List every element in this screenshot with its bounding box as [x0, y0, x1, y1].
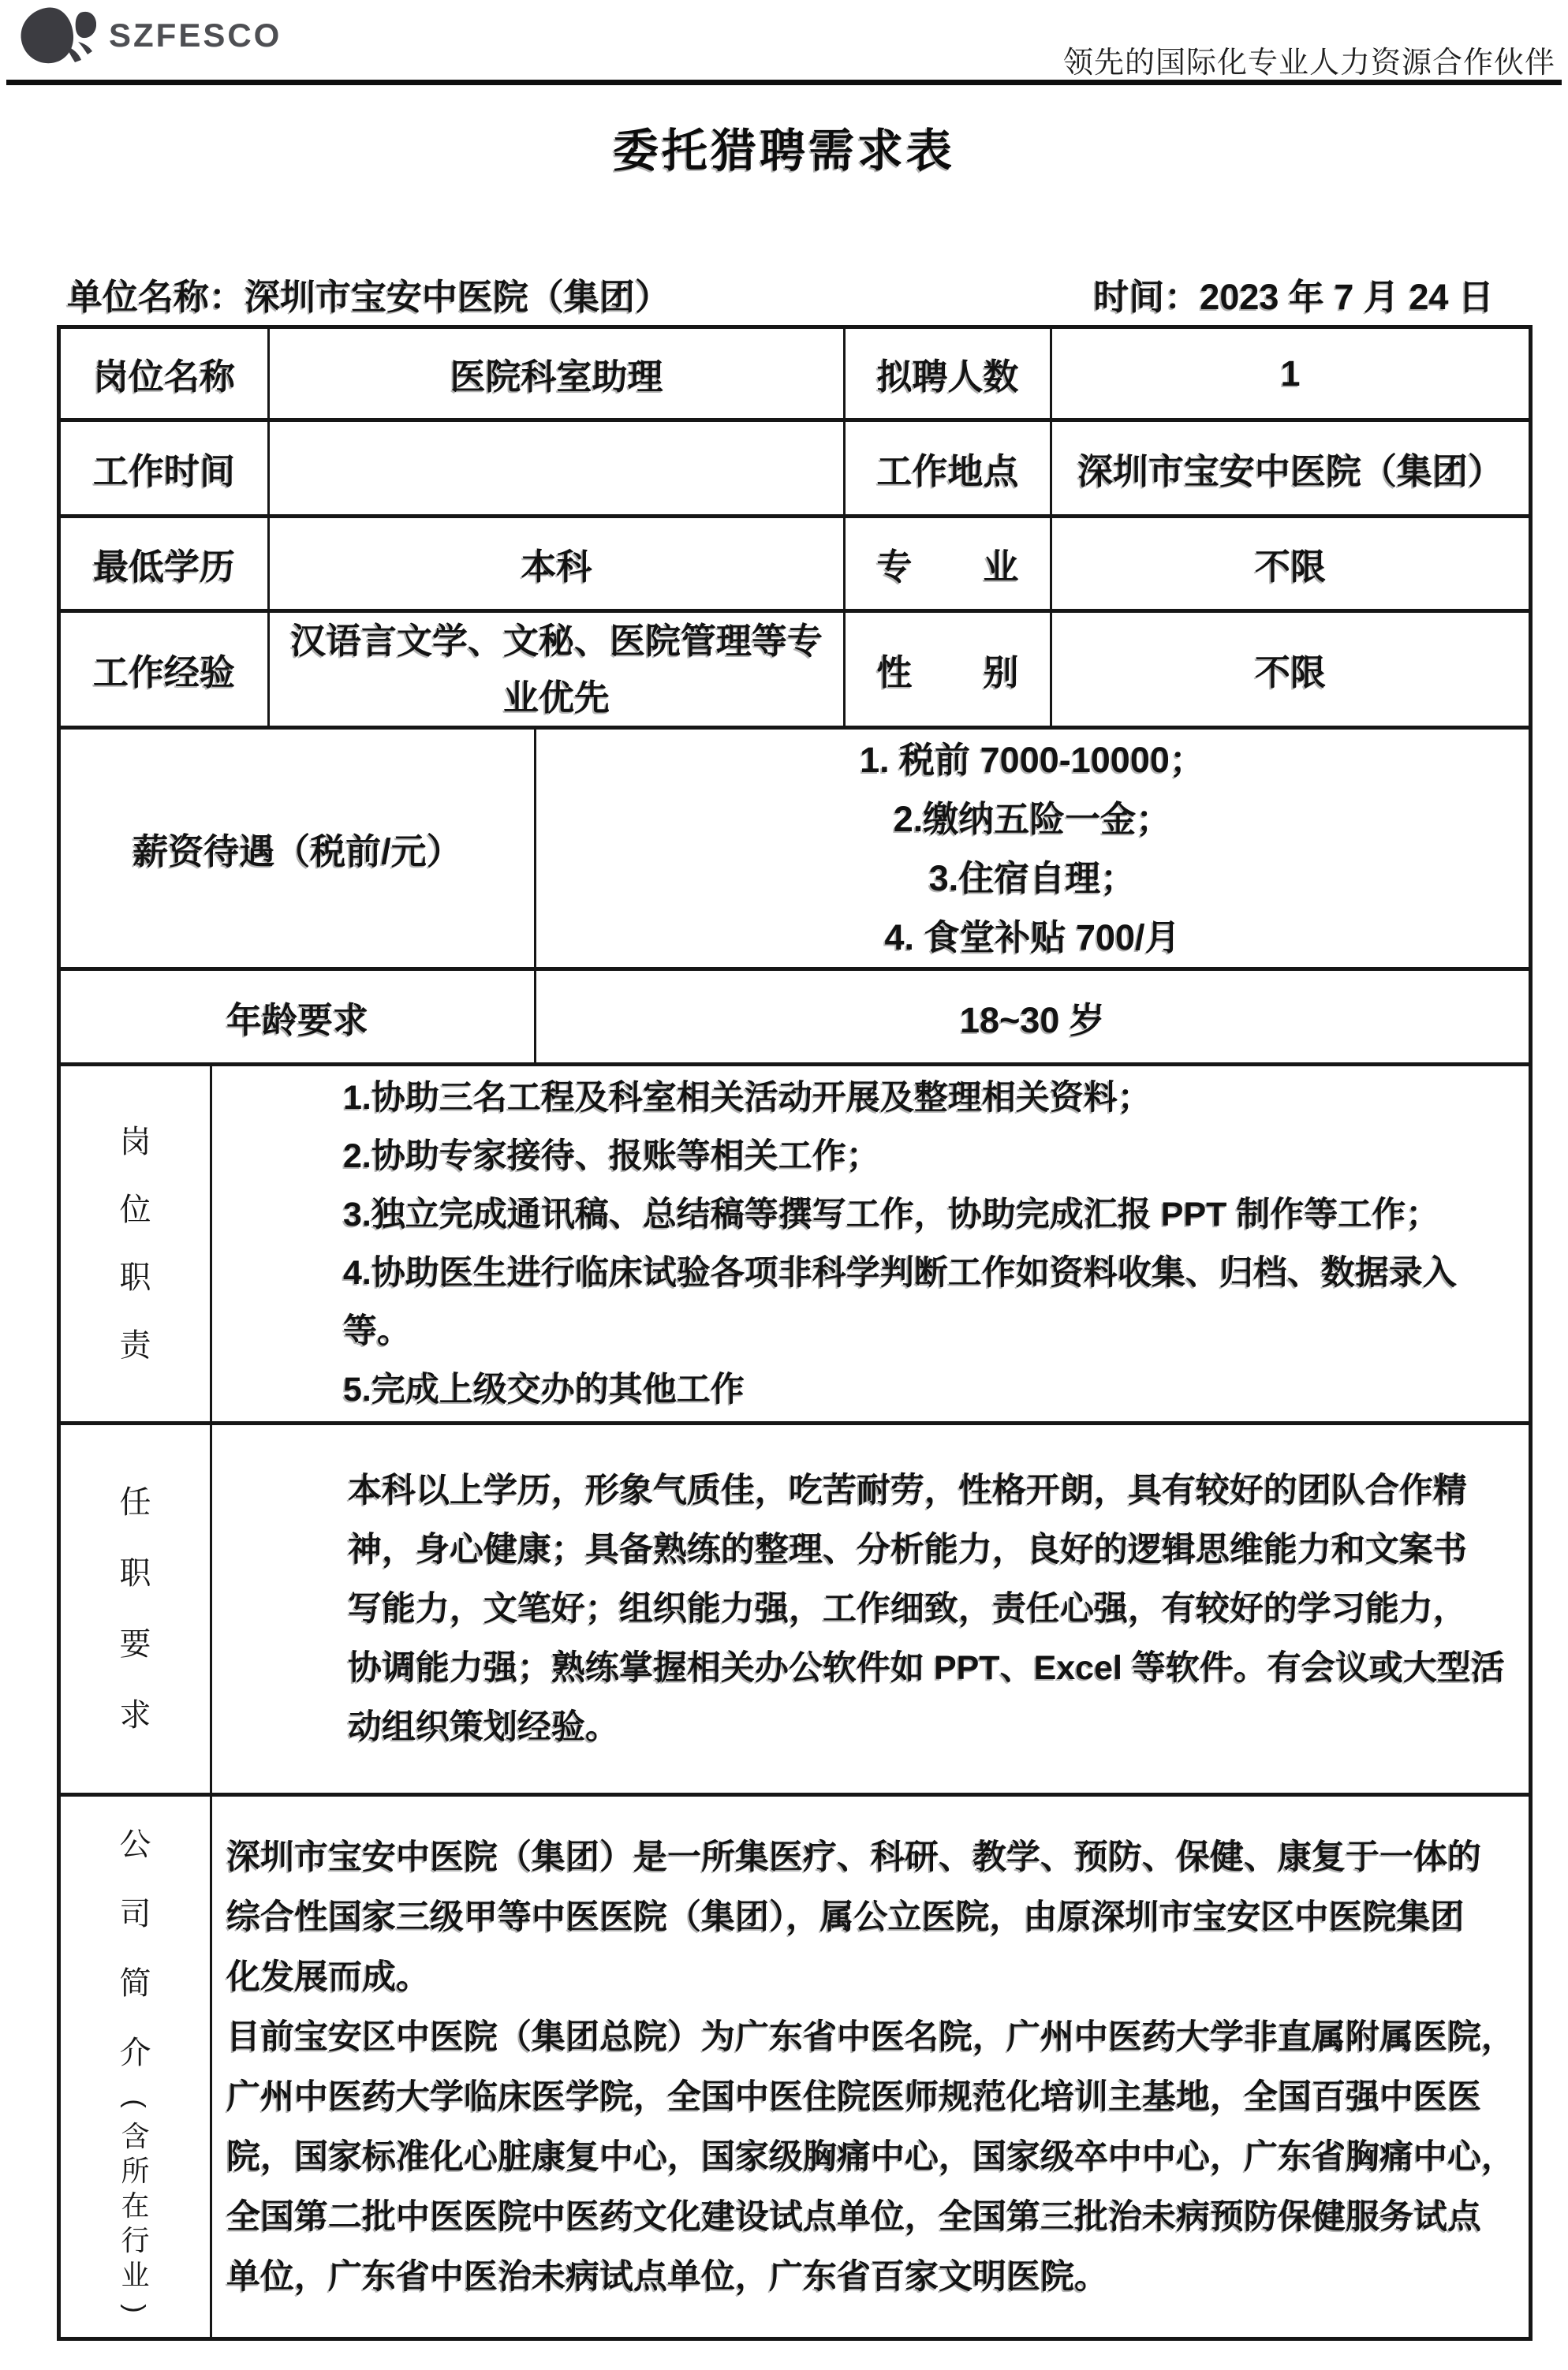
- work-experience-value: [270, 613, 846, 726]
- age-value: 18~30 岁: [960, 999, 1105, 1040]
- text-line: 业优先: [502, 677, 610, 718]
- vertical-char: 任: [119, 1485, 151, 1520]
- text-line: 2.协助专家接待、报账等相关工作；: [343, 1137, 880, 1175]
- min-education-value: 本科: [270, 518, 846, 609]
- company-profile-lines: [212, 1797, 1529, 2337]
- text-line: 协调能力强；熟练掌握相关办公软件如 PPT、Excel 等软件。有会议或大型活: [348, 1648, 1505, 1687]
- table-row-experience: [61, 613, 1529, 730]
- vertical-char: 所: [121, 2154, 150, 2187]
- vertical-char: 岗: [119, 1125, 151, 1159]
- text-line: 院，国家标准化心脏康复中心，国家级胸痛中心，国家级卒中中心，广东省胸痛中心，: [226, 2137, 1515, 2176]
- date-label: 时间：: [1093, 277, 1200, 317]
- work-time-value: [270, 422, 846, 514]
- vertical-char: 业: [121, 2258, 150, 2291]
- text-line: 综合性国家三级甲等中医医院（集团），属公立医院，由原深圳市宝安区中医院集团: [226, 1898, 1465, 1936]
- requirements-label: [61, 1425, 212, 1793]
- table-row-company-profile: [61, 1797, 1529, 2337]
- major-label: 专 业: [846, 518, 1052, 609]
- table-row-education: [61, 518, 1529, 613]
- vertical-char: 责: [119, 1328, 151, 1363]
- text-line: 全国第二批中医医院中医药文化建设试点单位，全国第三批治未病预防保健服务试点: [226, 2197, 1481, 2236]
- text-line: 目前宝安区中医院（集团总院）为广东省中医名院，广州中医药大学非直属附属医院，: [226, 2017, 1515, 2056]
- text-line: 4.协助医生进行临床试验各项非科学判断工作如资料收集、归档、数据录入: [343, 1254, 1457, 1292]
- header-tagline: 领先的国际化专业人力资源合作伙伴: [1062, 47, 1555, 80]
- vertical-char: 简: [119, 1965, 151, 2001]
- text-line: 神，身心健康；具备熟练的整理、分析能力，良好的逻辑思维能力和文案书: [348, 1530, 1467, 1569]
- vertical-char: 含: [121, 2119, 150, 2152]
- vertical-char: 行: [121, 2223, 150, 2256]
- table-row-salary: [61, 730, 1529, 971]
- salary-items: [536, 730, 1529, 967]
- vertical-char: 要: [119, 1627, 151, 1662]
- table-row-duties: [61, 1066, 1529, 1425]
- headcount-value: 1: [1280, 353, 1301, 394]
- job-title-value: 医院科室助理: [270, 329, 846, 418]
- text-line: 单位，广东省中医治未病试点单位，广东省百家文明医院。: [226, 2257, 1108, 2296]
- company-profile-label-sub: [121, 2088, 149, 2324]
- company-profile-label: [61, 1797, 212, 2337]
- vertical-char: 介: [119, 2035, 151, 2070]
- text-line: 动组织策划经验。: [348, 1708, 619, 1746]
- headcount-label: 拟聘人数: [846, 329, 1052, 418]
- unit-name-value: 深圳市宝安中医院（集团）: [245, 277, 671, 317]
- salary-label: 薪资待遇（税前/元）: [61, 730, 536, 967]
- work-experience-label: 工作经验: [61, 613, 270, 726]
- text-line: 广州中医药大学临床医学院，全国中医住院医师规范化培训主基地，全国百强中医医: [226, 2077, 1481, 2116]
- text-line: 汉语言文学、文秘、医院管理等专: [289, 620, 823, 661]
- vertical-char: 求: [119, 1698, 151, 1733]
- unit-name: [67, 268, 670, 319]
- table-row-age: [61, 971, 1529, 1066]
- major-value: 不限: [1254, 547, 1326, 587]
- info-row: [67, 268, 1494, 319]
- work-location-label: 工作地点: [846, 422, 1052, 514]
- vertical-char: 司: [119, 1896, 151, 1931]
- vertical-char: 职: [119, 1260, 151, 1295]
- logo-mark-icon: [17, 5, 96, 66]
- table-row-requirements: [61, 1425, 1529, 1797]
- header-logo: [17, 5, 282, 66]
- min-education-label: 最低学历: [61, 518, 270, 609]
- requirements-lines: [212, 1425, 1529, 1793]
- text-line: 等。: [343, 1312, 411, 1350]
- unit-name-label: 单位名称：: [67, 277, 245, 317]
- duties-lines: [212, 1066, 1529, 1421]
- vertical-char: 公: [119, 1827, 151, 1862]
- table-row-worktime: [61, 422, 1529, 518]
- vertical-char: 位: [119, 1192, 151, 1227]
- page-title: 委托猎聘需求表: [612, 125, 955, 177]
- text-line: 深圳市宝安中医院（集团）是一所集医疗、科研、教学、预防、保健、康复于一体的: [226, 1838, 1481, 1876]
- text-line: 3.住宿自理；: [928, 857, 1137, 898]
- text-line: 3.独立完成通讯稿、总结稿等撰写工作，协助完成汇报 PPT 制作等工作；: [343, 1196, 1440, 1234]
- header-rule: [6, 80, 1562, 85]
- table-row-job: [61, 329, 1529, 422]
- gender-label: 性 别: [846, 613, 1052, 726]
- text-line: 2.缴纳五险一金；: [893, 798, 1172, 839]
- age-label: 年龄要求: [61, 971, 536, 1062]
- text-line: 5.完成上级交办的其他工作: [343, 1371, 745, 1409]
- text-line: 1.协助三名工程及科室相关活动开展及整理相关资料；: [343, 1079, 1152, 1117]
- vertical-char: 职: [119, 1556, 151, 1591]
- text-line: 写能力，文笔好；组织能力强，工作细致，责任心强，有较好的学习能力，: [348, 1589, 1467, 1628]
- vertical-char: 在: [121, 2189, 150, 2222]
- rotated-paren: ): [120, 2303, 151, 2313]
- logo-text: SZFESCO: [109, 17, 282, 54]
- text-line: 4. 食堂补贴 700/月: [884, 916, 1181, 957]
- work-time-label: 工作时间: [61, 422, 270, 514]
- requisition-table: [57, 325, 1533, 2341]
- work-location-value: 深圳市宝安中医院（集团）: [1077, 451, 1503, 491]
- job-title-label: 岗位名称: [61, 329, 270, 418]
- date-value: 2023 年 7 月 24 日: [1200, 277, 1494, 317]
- rotated-paren: (: [120, 2098, 151, 2108]
- text-line: 1. 税前 7000-10000；: [860, 739, 1205, 780]
- text-line: 本科以上学历，形象气质佳，吃苦耐劳，性格开朗，具有较好的团队合作精: [348, 1471, 1467, 1510]
- company-profile-label-main: [120, 1810, 151, 2088]
- text-line: 化发展而成。: [226, 1958, 430, 1996]
- duties-label: [61, 1066, 212, 1421]
- gender-value: 不限: [1254, 652, 1326, 692]
- date: [1093, 268, 1494, 319]
